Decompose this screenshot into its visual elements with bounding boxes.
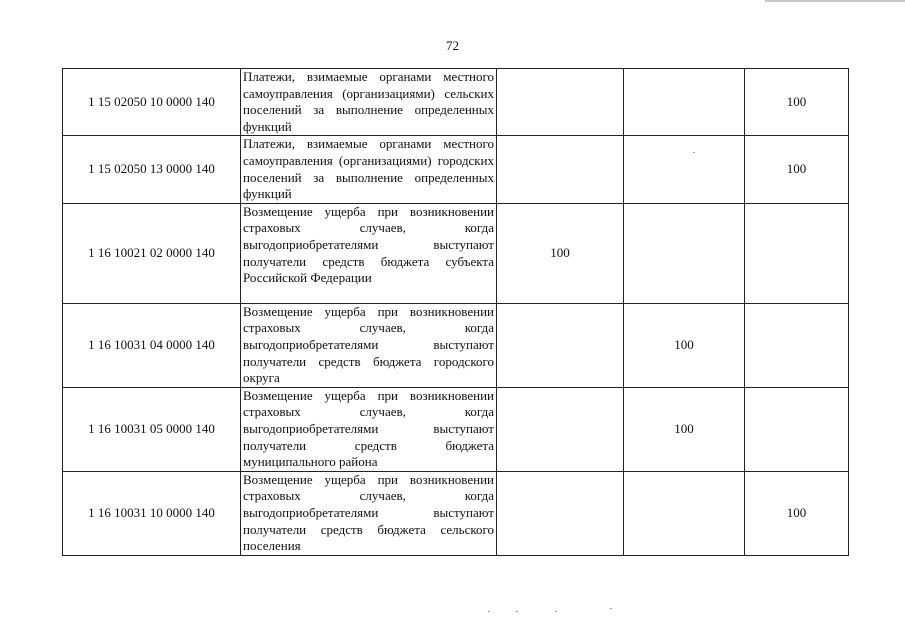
value-cell-col3: 100 — [745, 136, 849, 203]
kbk-code-cell: 1 16 10031 04 0000 140 — [63, 303, 241, 387]
value-cell-col3: 100 — [745, 69, 849, 136]
kbk-code-cell: 1 15 02050 10 0000 140 — [63, 69, 241, 136]
description-cell: Возмещение ущерба при возникновении страховых случаев, когда выгодоприобретателями выступают получатели средств бюджета сельского поселения — [241, 471, 497, 555]
table-row — [63, 69, 849, 136]
scan-speck — [610, 608, 612, 609]
scan-speck — [693, 152, 695, 153]
budget-table — [62, 68, 849, 556]
value-cell-col1 — [497, 303, 624, 387]
value-cell-col3: 100 — [745, 471, 849, 555]
scan-speck — [555, 611, 557, 612]
value-cell-col2 — [624, 136, 745, 203]
kbk-code-cell: 1 15 02050 13 0000 140 — [63, 136, 241, 203]
description-cell: Возмещение ущерба при возникновении страховых случаев, когда выгодоприобретателями выступают получатели средств бюджета субъекта Российской Федерации — [241, 203, 497, 303]
value-cell-col2: 100 — [624, 303, 745, 387]
kbk-code-cell: 1 16 10031 05 0000 140 — [63, 387, 241, 471]
table-row — [63, 471, 849, 555]
value-cell-col1: 100 — [497, 203, 624, 303]
table-row — [63, 387, 849, 471]
value-cell-col1 — [497, 471, 624, 555]
description-cell: Возмещение ущерба при возникновении страховых случаев, когда выгодоприобретателями выступают получатели средств бюджета муниципального района — [241, 387, 497, 471]
scan-speck — [488, 611, 490, 612]
value-cell-col1 — [497, 69, 624, 136]
table-row — [63, 203, 849, 303]
value-cell-col2 — [624, 471, 745, 555]
value-cell-col2 — [624, 203, 745, 303]
value-cell-col1 — [497, 387, 624, 471]
value-cell-col3 — [745, 303, 849, 387]
description-cell: Возмещение ущерба при возникновении страховых случаев, когда выгодоприобретателями выступают получатели средств бюджета городского округа — [241, 303, 497, 387]
description-cell: Платежи, взимаемые органами местного самоуправления (организациями) сельских поселений за выполнение определенных функций — [241, 69, 497, 136]
value-cell-col1 — [497, 136, 624, 203]
table-row — [63, 303, 849, 387]
value-cell-col2: 100 — [624, 387, 745, 471]
scan-speck — [516, 611, 518, 612]
table-row — [63, 136, 849, 203]
kbk-code-cell: 1 16 10031 10 0000 140 — [63, 471, 241, 555]
description-cell: Платежи, взимаемые органами местного самоуправления (организациями) городских поселений за выполнение определенных функций — [241, 136, 497, 203]
kbk-code-cell: 1 16 10021 02 0000 140 — [63, 203, 241, 303]
scan-edge-line — [765, 0, 905, 2]
value-cell-col2 — [624, 69, 745, 136]
value-cell-col3 — [745, 203, 849, 303]
page-number: 72 — [446, 38, 459, 53]
value-cell-col3 — [745, 387, 849, 471]
